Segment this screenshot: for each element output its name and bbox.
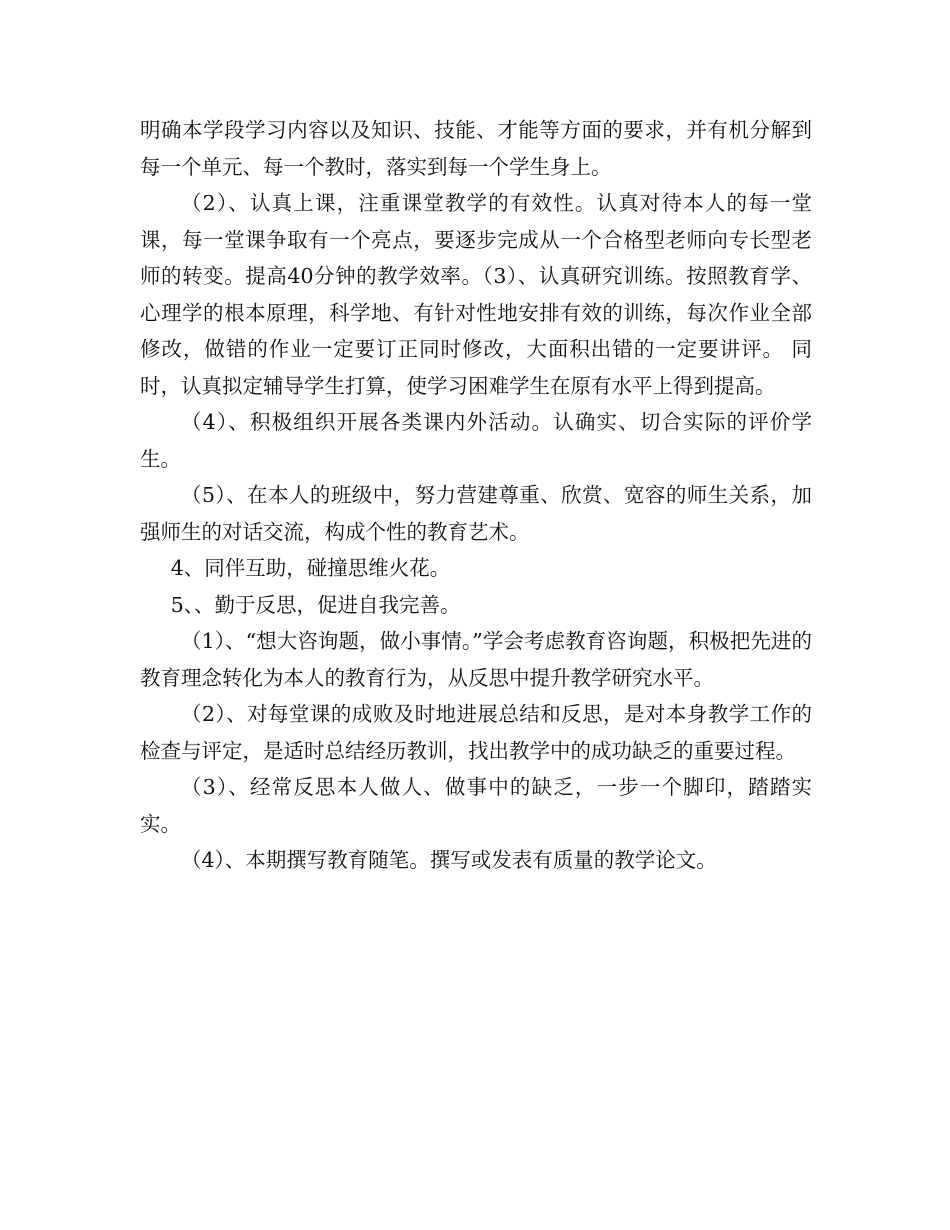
paragraph-4: （5）、在本人的班级中，努力营建尊重、欣赏、宽容的师生关系，加强师生的对话交流，构成个性的教育艺术。 xyxy=(140,483,812,544)
paragraph-8: （2）、对每堂课的成败及时地进展总结和反思，是对本身教学工作的检查与评定，是适时总结经历教训，找出教学中的成功缺乏的重要过程。 xyxy=(140,702,812,763)
paragraph-1: 明确本学段学习内容以及知识、技能、才能等方面的要求，并有机分解到每一个单元、每一个教时，落实到每一个学生身上。 xyxy=(140,118,812,179)
paragraph-7: （1）、“想大咨询题，做小事情。”学会考虑教育咨询题，积极把先进的教育理念转化为本人的教育行为，从反思中提升教学研究水平。 xyxy=(140,629,812,690)
paragraph-9: （3）、经常反思本人做人、做事中的缺乏，一步一个脚印，踏踏实实。 xyxy=(140,775,812,836)
paragraph-6: 5、、勤于反思，促进自我完善。 xyxy=(170,592,461,617)
document-body xyxy=(140,112,812,879)
paragraph-10: （4）、本期撰写教育随笔。撰写或发表有质量的教学论文。 xyxy=(181,848,717,872)
paragraph-3: （4）、积极组织开展各类课内外活动。认确实、切合实际的评价学生。 xyxy=(140,410,812,471)
paragraph-5: 4、同伴互助，碰撞思维火花。 xyxy=(170,556,451,580)
paragraph-2: （2）、认真上课，注重课堂教学的有效性。认真对待本人的每一堂课，每一堂课争取有一个亮点，要逐步完成从一个合格型老师向专长型老师的转变。提高40分钟的教学效率。（3）、认真研究训练。按照教育学、心理学的根本原理，科学地、有针对性地安排有效的训练，每次作业全部修改，做错的作业一定要订正同时修改，大面积出错的一定要讲评。 同时，认真拟定辅导学生打算，使学习困难学生在原有水平上得到提高。 xyxy=(140,191,812,398)
